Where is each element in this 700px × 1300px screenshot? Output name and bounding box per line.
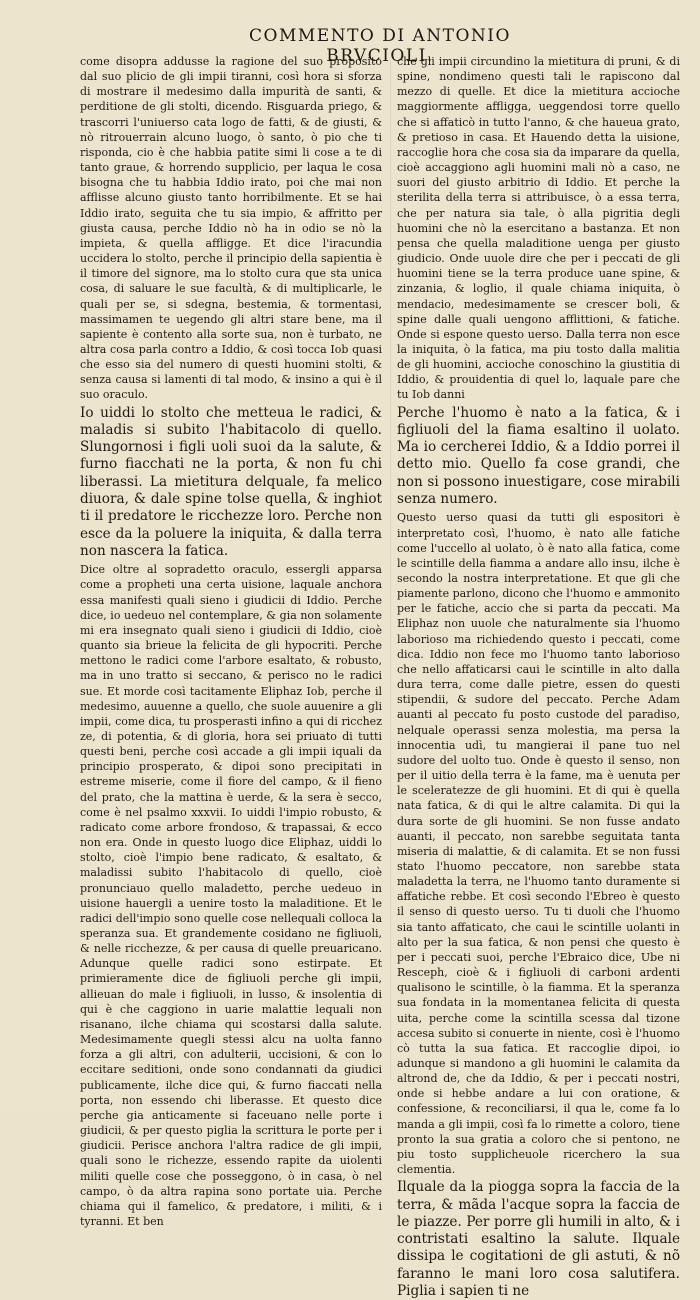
left-commentary-1: come disopra addusse la ragione del suo proposito dal suo plicio de gli impii tiranni, così hora si sforza di mostrare il medesimo dalla impurità de santi, & perditione de gli stolti, dicendo. Risguarda priego, & trascorri l'uniuerso cata logo de fatti, & de giusti, & nò ritrouerrain alcuno luogo, ò santo, ò pio che ti risponda, cio è che habbia patite simi li cose a te di tanto graue, & horrendo supplicio, per laqua le cosa bisogna che tu habbia Iddio irato, poi che mai non afflisse alcuno giusto tanto horribilmente. Et se hai Iddio irato, seguita che tu sia impio, & affritto per giusta causa, perche Iddio nò ha in odio se nò la impieta, & quella affligge. Et dice l'iracundia uccidera lo stolto, perche il principio della sapientia è il timore del signore, ma lo stolto cura que sta unica cosa, di saluare le sue facultà, & di multiplicarle, le quali per se, si sdegna, bestemia, & tormentasi, massimamen te uegendo gli altri stare bene, ma il sapiente è contento alla sorte sua, non è turbato, ne altra cosa parla contro a Iddio, & così tocca Iob quasi che esso sia del numero di questi huomini stolti, & senza causa si lamenti di tal modo, & insino a qui è il suo oraculo. [80, 55, 382, 402]
left-scripture-verse: Io uiddi lo stolto che metteua le radici, & maladis si subito l'habitacolo di quello. Slungornosi i figli uoli suoi da la salute, & furno fiacchati ne la porta, & non fu chi liberassi. La mietitura delquale, fa melico diuora, & dale spine tolse quella, & inghiot ti il predatore le ricchezze loro. Perche non esce da la poluere la iniquita, & dalla terra non nascera la fatica. [80, 404, 382, 559]
column-divider [390, 60, 391, 1080]
running-head: COMMENTO DI ANTONIO BRVCIOLI. [249, 26, 511, 66]
left-column [80, 54, 382, 1228]
right-column [397, 54, 680, 1300]
right-commentary-2: Questo uerso quasi da tutti gli espositori è interpretato così, l'huomo, è nato alle fatiche come l'uccello al uolato, ò è nato alla fatica, come le scintille della fiamma a andare allo insu, ilche è secondo la nostra interpretatione. Et que gli che piamente parlono, dicono che l'huomo e ammonito per le fatiche, accio che si parta da peccati. Ma Eliphaz non uuole che naturalmente sia l'huomo laborioso ma richiedendo questo i peccati, come dica. Iddio non fece mo l'huomo tanto laborioso che nello affaticarsi caui le scintille in alto dalla dura terra, come dalle pietre, essen do questi stipendii, & sudore del peccato. Perche Adam auanti al peccato fu posto custode del paradiso, nelquale operassi senza molestia, ma persa la innocentia udì, tu mangierai il pane tuo nel sudore del uolto tuo. Onde è questo il senso, non per il uitio della terra è la fame, ma è uenuta per le sceleratezze de gli huomini. Et di qui è quella nata fatica, & di qui le altre calamita. Di qui la dura sorte de gli huomini. Se non fusse andato auanti, il peccato, non sarebbe seguitata tanta miseria di malattie, & di calamita. Et se non fussi stato l'huomo peccatore, non sarebbe stata maladetta la terra, ne l'huomo tanto duramente si affatiche rebbe. Et così secondo l'Ebreo è questo il senso di questo uerso. Tu ti duoli che l'huomo sia tanto affaticato, che caui le scintille uolanti in alto per la sua fatica, & non pensi che questo è per i peccati suoi, perche l'Ebraico dice, Ube ni Resceph, cioè & i figliuoli di carboni ardenti qualisono le scintille, ò la fiamma. Et la speranza sua fondata in la momentanea felicita di questa uita, perche come la scintilla scessa dal tizone accesa subito si conuerte in niente, così è l'huomo cò tutta la sua fatica. Et raccoglie dipoi, io adunque si mandono a gli huomini le calamita da altrond de, che da Iddio, & per i peccati nostri, onde si hebbe andare a lui con oratione, & confessione, & reconciliarsi, il qua le, come fa lo manda a gli impii, così fa lo rimette a coloro, tiene pronto la sua gratia a coloro che si pentono, ne piu tosto supplicheuole ricerchero la sua clementia. [397, 511, 680, 1177]
right-commentary-1: che gli impii circundino la mietitura di pruni, & di spine, nondimeno questi tali le rapiscono dal mezzo di quelle. Et dice la mietitura accioche maggiormente affligga, ueggendosi torre quello che si affaticò in tutto l'anno, & che haueua grato, & pretioso in casa. Et Hauendo detta la uisione, raccoglie hora che cosa sia da imparare da quella, cioè accaggiono agli huomini mali nò a caso, ne suori del giusto arbitrio di Iddio. Et perche la sterilita della terra si attribuisce, ò a essa terra, che per natura sia tale, ò alla pigritia degli huomini che nò la esercitano a bastanza. Et non pensa che quella maladitione uenga per giusto giudicio. Onde uuole dire che per i peccati de gli huomini tiene se la terra produce uane spine, & zinzania, & loglio, il quale chiama iniquita, ò mendacio, medesimamente se crescer boli, & spine dalle quali uengono afflittioni, & fatiche. Onde si espone questo uerso. Dalla terra non esce la iniquita, ò la fatica, ma piu tosto dalla malitia de gli huomini, accioche conoschino la giustitia di Iddio, & prouidentia di quel lo, laquale pare che tu Iob danni [397, 55, 680, 402]
right-scripture-verse-2: Ilquale da la piogga sopra la faccia de la terra, & mãda l'acque sopra la faccia de le piazze. Per porre gli humili in alto, & i contristati esaltino la salute. Ilquale dissipa le cogitationi de gli astuti, & nõ faranno le mani loro cosa salutifera. Piglia i sapien ti ne [397, 1179, 680, 1300]
left-commentary-2: Dice oltre al sopradetto oraculo, essergli apparsa come a propheti una certa uisione, laquale anchora essa manifesti quali sieno i giudicii di Iddio. Perche dice, io uedeuo nel contemplare, & gia non solamente mi era insegnato quali sieno i giudicii di Iddio, cioè quanto sia brieue la felicita de gli hypocriti. Perche mettono le radici come l'arbore esaltato, & robusto, ma in uno tratto si seccano, & perisco no le radici sue. Et morde così tacitamente Eliphaz Iob, perche il medesimo, auuenne a quello, che suole auuenire a gli impii, come dica, tu prosperasti infino a qui di ricchez ze, di potentia, & di gloria, hora sei priuato di tutti questi beni, perche così accade a gli impii iquali da principio prosperato, & dipoi sono precipitati in estreme miserie, come il fiore del campo, & il fieno del prato, che la mattina è uerde, & la sera è secco, come è nel psalmo xxxvii. Io uiddi l'impio robusto, & radicato come arbore frondoso, & trapassai, & ecco non era. Onde in questo luogo dice Eliphaz, uiddi lo stolto, cioè l'impio bene radicato, & esaltato, & maladissi subito l'habitacolo di quello, cioè pronunciauo quello maladetto, perche uedeuo in uisione hauergli a uenire tosto la maladitione. Et le radici dell'impio sono quelle cose nellequali colloca la speranza sua. Et grandemente cosidano ne figliuoli, & nelle ricchezze, & per causa di quelle preuaricano. Adunque quelle radici sono estirpate. Et primieramente dice de figliuoli perche gli impii, allieuan do male i figliuoli, in lusso, & insolentia di qui è che caggiono in uarie malattie lequali non risanano, ilche chiama qui scostarsi dalla salute. Medesimamente quegli stessi alcu na uolta fanno forza a gli altri, con adulterii, uccisioni, & con lo eccitare seditioni, onde sono condannati da giudici publicamente, ilche dice qui, & furno fiaccati nella porta, non essendo chi liberasse. Et questo dice perche gia anticamente si faceuano nelle porte i giudicii, & per questo piglia la scrittura le porte per i giudicii. Perisce anchora l'altra radice de gli impii, quali sono le richezze, essendo rapite da uiolenti militi quelle cose che posseggono, ò in casa, ò nel campo, ò da altra rapina sono portate uia. Perche chiama qui il famelico, & predatore, i militi, & i tyranni. Et ben [80, 563, 382, 1228]
right-scripture-verse-1: Perche l'huomo è nato a la fatica, & i figliuoli del la fiama esaltino il uolato. Ma io cercherei Iddio, & a Iddio porrei il detto mio. Quello fa cose grandi, che non si possono inuestigare, cose mirabili senza numero. [397, 404, 680, 508]
